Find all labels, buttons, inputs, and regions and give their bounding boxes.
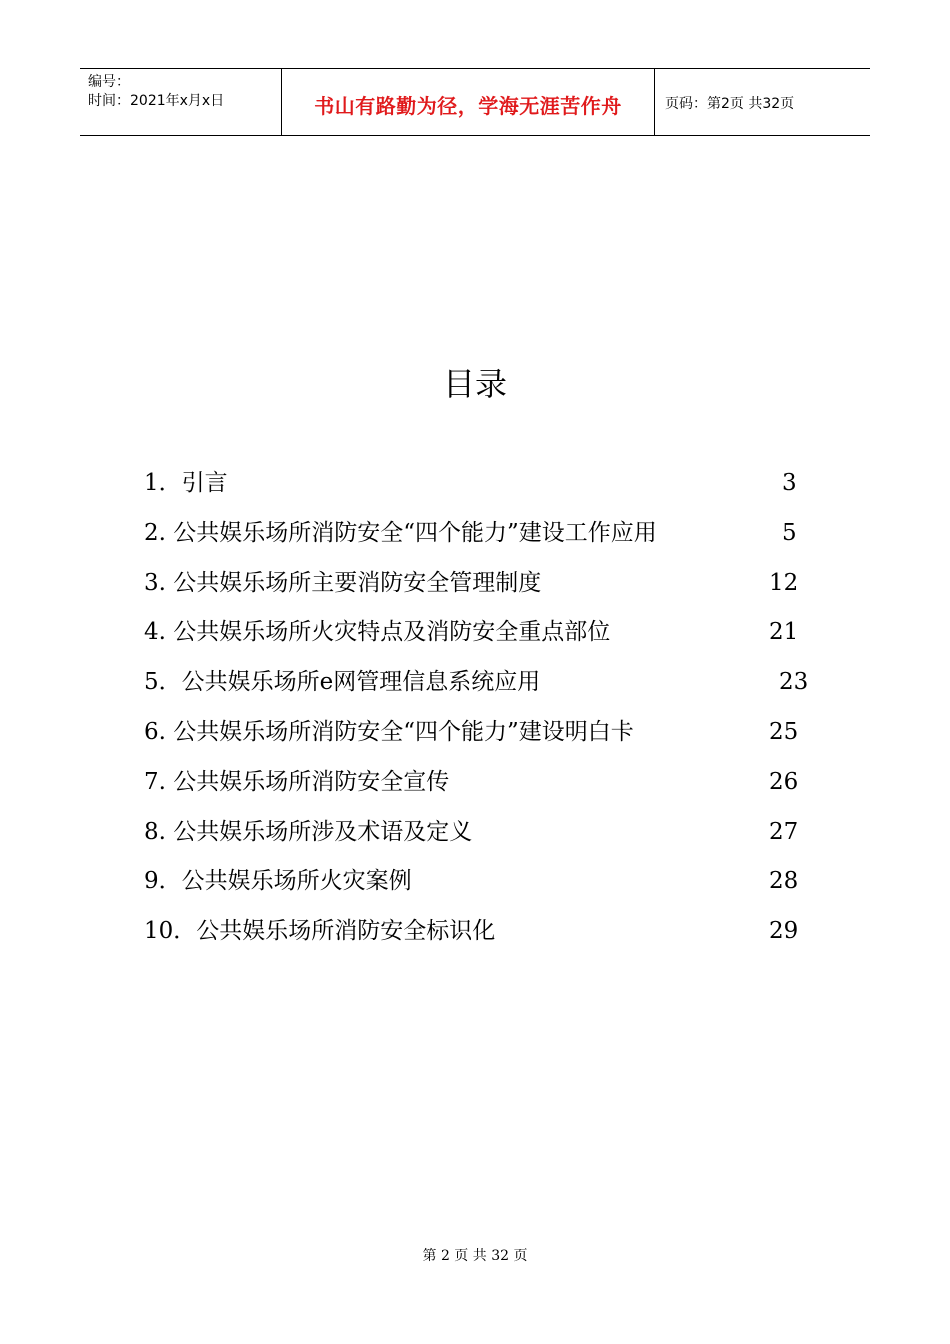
toc-entry-text: 6. 公共娱乐场所消防安全“四个能力”建设明白卡 bbox=[144, 718, 634, 745]
toc-entry[interactable] bbox=[144, 462, 824, 512]
page-header bbox=[80, 68, 870, 136]
toc-entry-text: 3. 公共娱乐场所主要消防安全管理制度 bbox=[144, 569, 542, 596]
toc-title: 目录 bbox=[442, 365, 507, 403]
toc-entry[interactable] bbox=[144, 562, 824, 612]
toc-entry-page: 12 bbox=[769, 569, 799, 596]
document-time: 时间：2021年x月x日 bbox=[88, 93, 225, 109]
toc-entry-page: 23 bbox=[779, 669, 809, 696]
toc-entry[interactable] bbox=[144, 711, 824, 761]
toc-entry-text: 4. 公共娱乐场所火灾特点及消防安全重点部位 bbox=[144, 619, 611, 646]
toc-entry-page: 21 bbox=[769, 619, 799, 646]
toc-entry-text: 10．公共娱乐场所消防安全标识化 bbox=[144, 918, 496, 945]
toc-entry[interactable] bbox=[144, 661, 824, 711]
toc-entry-page: 28 bbox=[769, 868, 799, 895]
header-motto-cell bbox=[281, 69, 655, 135]
toc-entry[interactable] bbox=[144, 910, 824, 960]
toc-entry-text: 8. 公共娱乐场所涉及术语及定义 bbox=[144, 818, 473, 845]
toc-entry-page: 25 bbox=[769, 718, 799, 745]
toc-entry-page: 29 bbox=[769, 918, 799, 945]
toc-entry[interactable] bbox=[144, 512, 824, 562]
toc-entry-text: 9．公共娱乐场所火灾案例 bbox=[144, 868, 412, 895]
toc-entry-text: 1．引言 bbox=[144, 470, 228, 496]
toc-entry[interactable] bbox=[144, 611, 824, 661]
page-footer: 第 2 页 共 32 页 bbox=[422, 1248, 528, 1264]
table-of-contents bbox=[144, 462, 824, 960]
toc-entry-page: 26 bbox=[769, 768, 799, 795]
toc-entry-text: 7. 公共娱乐场所消防安全宣传 bbox=[144, 768, 450, 795]
header-meta bbox=[80, 69, 281, 135]
toc-entry-page: 3 bbox=[782, 470, 797, 496]
toc-entry[interactable] bbox=[144, 761, 824, 811]
toc-entry-text: 5．公共娱乐场所e网管理信息系统应用 bbox=[144, 669, 541, 696]
header-motto: 书山有路勤为径，学海无涯苦作舟 bbox=[314, 93, 622, 118]
toc-entry-page: 5 bbox=[782, 519, 797, 546]
toc-entry[interactable] bbox=[144, 811, 824, 861]
header-page-info-cell bbox=[655, 69, 870, 135]
toc-entry-page: 27 bbox=[769, 818, 799, 845]
header-page-info: 页码：第2页 共32页 bbox=[665, 96, 795, 112]
document-number: 编号： bbox=[88, 74, 130, 90]
toc-entry[interactable] bbox=[144, 860, 824, 910]
toc-entry-text: 2. 公共娱乐场所消防安全“四个能力”建设工作应用 bbox=[144, 519, 657, 546]
